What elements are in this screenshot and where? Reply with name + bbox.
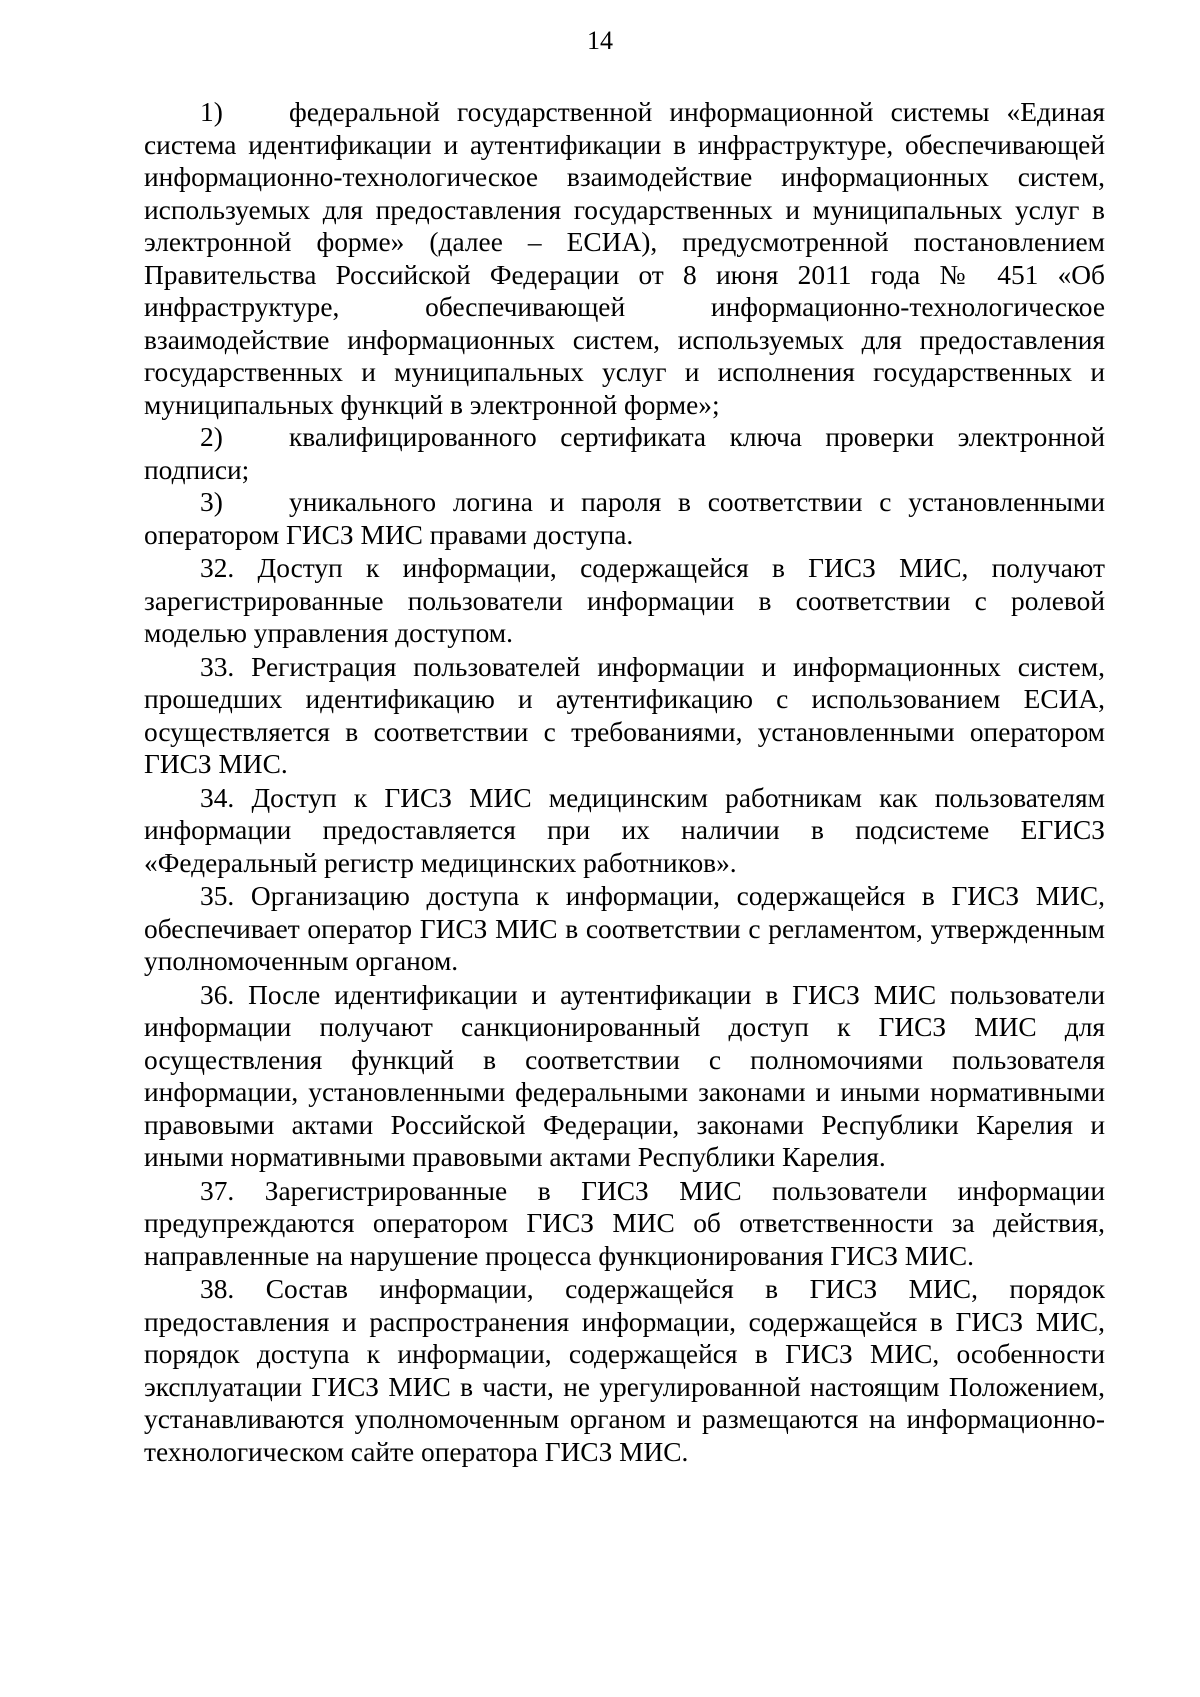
list-item-1	[144, 96, 1105, 421]
paragraph-37: 37. Зарегистрированные в ГИСЗ МИС пользователи информации предупреждаются оператором ГИСЗ МИС об ответственности за действия, направленные на нарушение процесса функционирования ГИСЗ МИС.	[144, 1175, 1105, 1271]
paragraph-33: 33. Регистрация пользователей информации и информационных систем, прошедших идентификацию и аутентификацию с использованием ЕСИА, осуществляется в соответствии с требованиями, установленными оператором ГИСЗ МИС.	[144, 651, 1105, 779]
list-item-3	[144, 486, 1105, 551]
list-item-number: 1)	[200, 97, 223, 127]
paragraph-38: 38. Состав информации, содержащейся в ГИСЗ МИС, порядок предоставления и распространения информации, содержащейся в ГИСЗ МИС, порядок доступа к информации, содержащейся в ГИСЗ МИС, особенности эксплуатации ГИСЗ МИС в части, не урегулированной настоящим Положением, устанавливаются уполномоченным органом и размещаются на информационно-технологическом сайте оператора ГИСЗ МИС.	[144, 1274, 1105, 1467]
paragraph-34: 34. Доступ к ГИСЗ МИС медицинским работникам как пользователям информации предоставляется при их наличии в подсистеме ЕГИСЗ «Федеральный регистр медицинских работников».	[144, 782, 1105, 878]
paragraph-35: 35. Организацию доступа к информации, содержащейся в ГИСЗ МИС, обеспечивает оператор ГИСЗ МИС в соответствии с регламентом, утвержденным уполномоченным органом.	[144, 881, 1105, 976]
list-item-2	[144, 421, 1105, 486]
page-number: 14	[587, 26, 613, 55]
paragraph-36: 36. После идентификации и аутентификации в ГИСЗ МИС пользователи информации получают санкционированный доступ к ГИСЗ МИС для осуществления функций в соответствии с полномочиями пользователя информации, установленными федеральными законами и иными нормативными правовыми актами Российской Федерации, законами Республики Карелия и иными нормативными правовыми актами Республики Карелия.	[144, 979, 1105, 1172]
paragraph-32: 32. Доступ к информации, содержащейся в ГИСЗ МИС, получают зарегистрированные пользователи информации в соответствии с ролевой моделью управления доступом.	[144, 553, 1105, 648]
list-item-text: уникального логина и пароля в соответствии с установленными оператором ГИСЗ МИС правами доступа.	[144, 487, 1105, 550]
list-item-number: 2)	[200, 422, 223, 452]
list-item-text: федеральной государственной информационной системы «Единая система идентификации и аутентификации в инфраструктуре, обеспечивающей информационно-технологическое взаимодействие информационных систем, используемых для предоставления государственных и муниципальных услуг в электронной форме» (далее – ЕСИА), предусмотренной постановлением Правительства Российской Федерации от 8 июня 2011 года № 451 «Об инфраструктуре, обеспечивающей информационно-технологическое взаимодействие информационных систем, используемых для предоставления государственных и муниципальных услуг и исполнения государственных и муниципальных функций в электронной форме»;	[144, 97, 1105, 420]
list-item-number: 3)	[200, 487, 223, 517]
list-item-text: квалифицированного сертификата ключа проверки электронной подписи;	[144, 422, 1105, 485]
document-body	[144, 96, 1105, 1468]
